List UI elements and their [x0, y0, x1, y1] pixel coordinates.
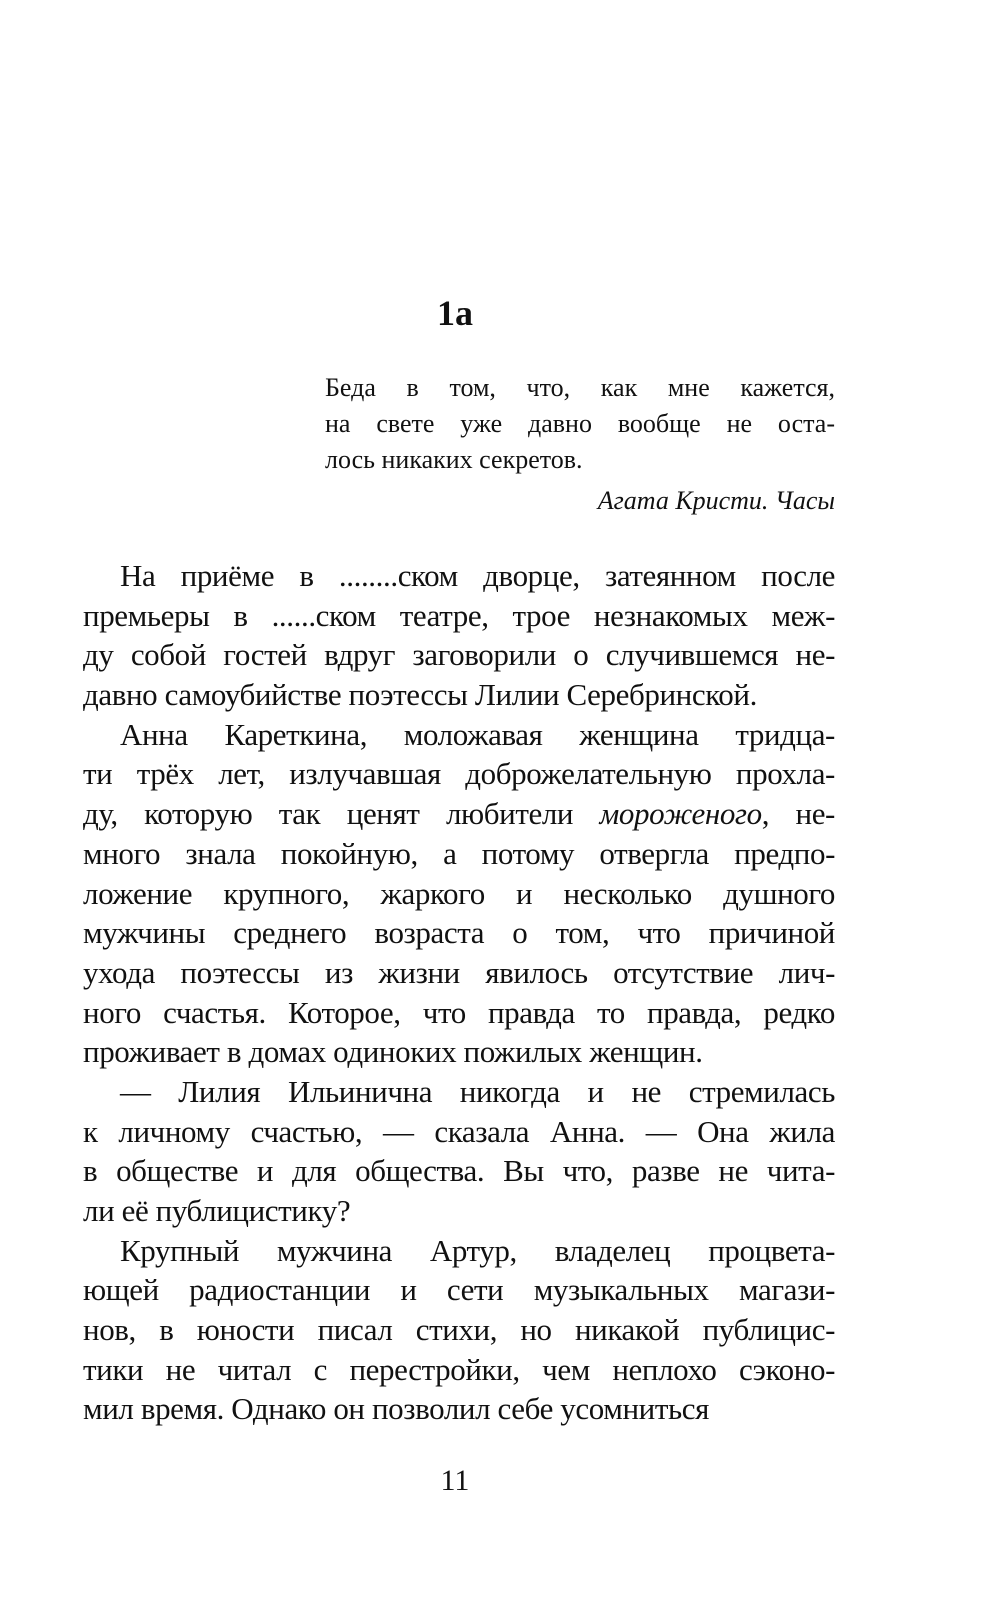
epigraph-line: на свете уже давно вообще не оста- [325, 409, 835, 438]
chapter-heading: 1а [437, 293, 473, 333]
text-line: ду собой гостей вдруг заговорили о случившемся не- [83, 637, 835, 673]
text-line [83, 794, 835, 834]
text-segment: , не- [761, 796, 835, 832]
text-line: ложение крупного, жаркого и несколько душного [83, 875, 835, 911]
text-line: в обществе и для общества. Вы что, разве не чита- [83, 1153, 835, 1189]
text-line: проживает в домах одиноких пожилых женщин. [83, 1034, 703, 1070]
text-line: давно самоубийстве поэтессы Лилии Серебринской. [83, 677, 757, 713]
body-text [83, 556, 835, 1429]
text-line: — Лилия Ильинична никогда и не стремилась [120, 1073, 835, 1109]
text-line: Крупный мужчина Артур, владелец процвета- [120, 1232, 835, 1268]
text-line: ухода поэтессы из жизни явилось отсутствие лич- [83, 954, 835, 990]
paragraph [83, 1072, 835, 1231]
text-line: нов, в юности писал стихи, но никакой публицис- [83, 1312, 835, 1348]
text-line: ющей радиостанции и сети музыкальных магази- [83, 1272, 835, 1308]
epigraph-line: лось никаких секретов. [325, 445, 583, 474]
page-number: 11 [440, 1464, 470, 1497]
paragraph [83, 556, 835, 715]
paragraph [83, 715, 835, 1072]
epigraph-attribution: Агата Кристи. Часы [597, 486, 835, 515]
text-line: мил время. Однако он позволил себе усомниться [83, 1391, 709, 1427]
paragraph [83, 1231, 835, 1429]
text-line: ли её публицистику? [83, 1193, 351, 1228]
epigraph-line: Беда в том, что, как мне кажется, [325, 373, 835, 402]
epigraph [325, 370, 835, 516]
text-line: к личному счастью, — сказала Анна. — Она жила [83, 1113, 835, 1149]
text-segment: ду, которую так ценят любители [83, 796, 600, 832]
text-line: ти трёх лет, излучавшая доброжелательную прохла- [83, 756, 835, 792]
text-line: ного счастья. Которое, что правда то правда, редко [83, 994, 835, 1030]
text-line: На приёме в ........ском дворце, затеянном после [120, 558, 835, 593]
italic-phrase: мороженого [599, 796, 762, 832]
text-line: Анна Кареткина, моложавая женщина тридца- [120, 716, 835, 752]
text-line: премьеры в ......ском театре, трое незнакомых меж- [83, 597, 835, 633]
text-line: много знала покойную, а потому отвергла предпо- [83, 835, 835, 871]
text-line: тики не читал с перестройки, чем неплохо сэконо- [83, 1351, 835, 1387]
text-line: мужчины среднего возраста о том, что причиной [83, 915, 835, 951]
